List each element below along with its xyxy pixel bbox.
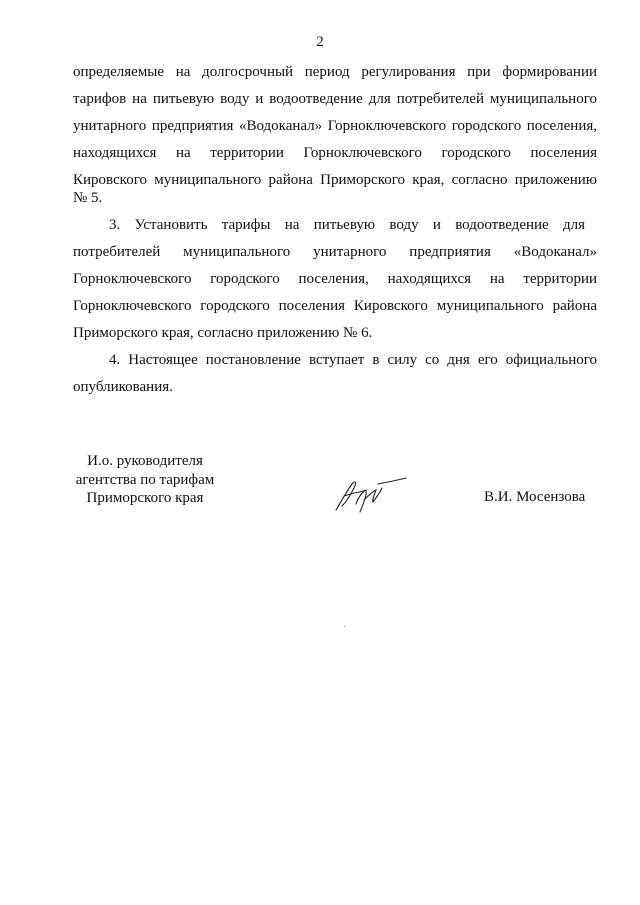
signer-name: В.И. Мосензова xyxy=(484,489,586,505)
paragraph-line: 3. Установить тарифы на питьевую воду и водоотведение для xyxy=(109,217,585,233)
handwritten-signature xyxy=(330,474,410,516)
page-number: 2 xyxy=(316,34,324,50)
paragraph-line: потребителей муниципального унитарного предприятия «Водоканал» xyxy=(73,244,597,260)
signatory-title-line: агентства по тарифам xyxy=(75,471,215,488)
paragraph-line: тарифов на питьевую воду и водоотведение для потребителей муниципального xyxy=(73,91,597,107)
paragraph-line: Горноключевского городского поселения, находящихся на территории xyxy=(73,271,597,287)
paragraph-line: 4. Настоящее постановление вступает в силу со дня его официального xyxy=(109,352,597,368)
paragraph-line: Горноключевского городского поселения Кировского муниципального района xyxy=(73,298,597,314)
paragraph-line: Кировского муниципального района Приморского края, согласно приложению xyxy=(73,172,597,188)
paragraph-line: находящихся на территории Горноключевского городского поселения xyxy=(73,145,597,161)
signatory-title-line: Приморского края xyxy=(86,490,204,506)
paragraph-line: унитарного предприятия «Водоканал» Горноключевского городского поселения, xyxy=(73,118,597,134)
signatory-title xyxy=(70,452,220,508)
paragraph-line: № 5. xyxy=(73,190,103,206)
paragraph-line: опубликования. xyxy=(73,379,173,395)
scan-speck xyxy=(344,626,345,627)
signatory-title-line: И.о. руководителя xyxy=(87,453,203,469)
paragraph-line: Приморского края, согласно приложению № 6. xyxy=(73,325,373,341)
paragraph-line: определяемые на долгосрочный период регулирования при формировании xyxy=(73,64,597,80)
